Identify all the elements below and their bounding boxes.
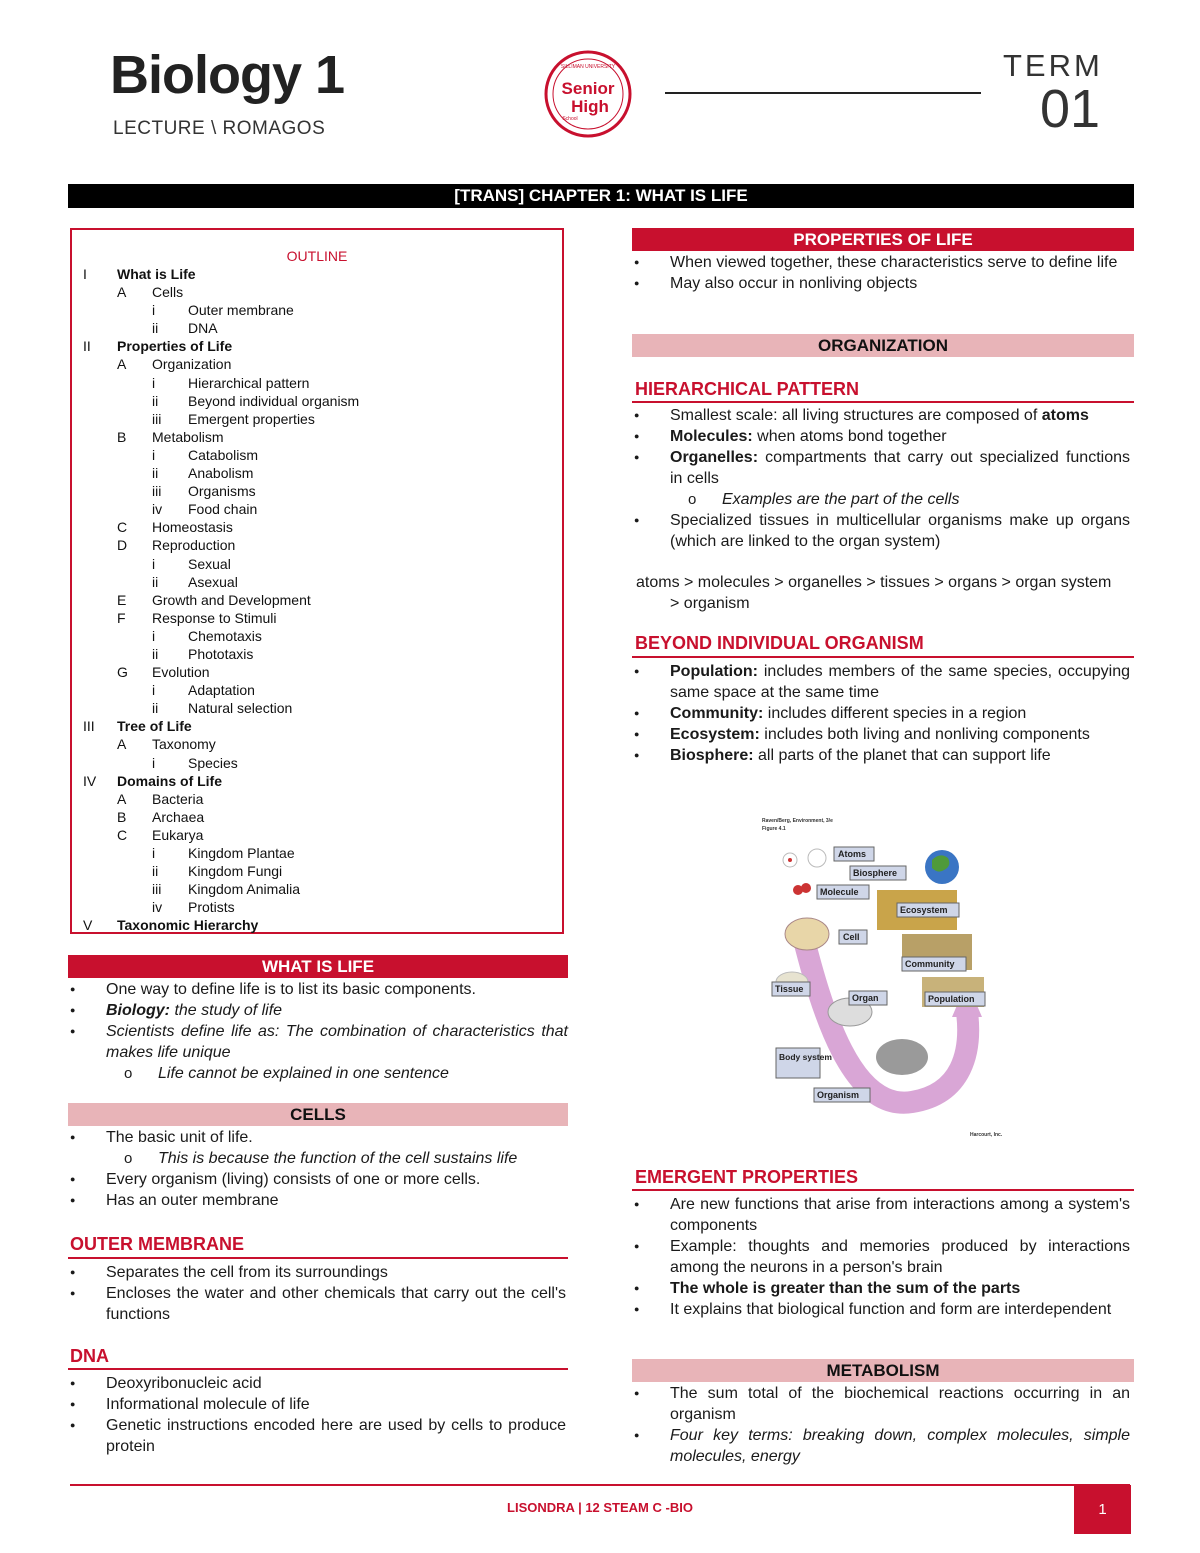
figure-label-atoms: Atoms xyxy=(838,849,867,859)
list-item xyxy=(632,1383,1130,1425)
bullet-text: Specialized tissues in multicellular organisms make up organs (which are linked to the organ system) xyxy=(670,512,1130,550)
outline-item-label: Hierarchical pattern xyxy=(188,374,310,391)
page-number: 1 xyxy=(1074,1485,1131,1534)
outline-item xyxy=(83,428,553,446)
outline-item-label: Growth and Development xyxy=(152,591,311,608)
outline-item xyxy=(83,808,553,826)
outline-item-label: Domains of Life xyxy=(117,772,223,789)
molecule-icon xyxy=(801,883,811,893)
cell-icon xyxy=(785,918,829,950)
outline-item-number: II xyxy=(83,338,91,355)
outline-item-label: Asexual xyxy=(188,573,238,590)
bullet-text: Life cannot be explained in one sentence xyxy=(158,1065,449,1082)
outline-item xyxy=(83,337,553,355)
bullet-term: atoms xyxy=(1041,407,1089,424)
outline-item xyxy=(83,500,553,518)
outline-item xyxy=(83,392,553,410)
cells-header: CELLS xyxy=(68,1103,568,1126)
properties-header: PROPERTIES OF LIFE xyxy=(632,228,1134,251)
bullet-text: Are new functions that arise from interactions among a system's components xyxy=(670,1196,1130,1234)
figure-label-organ: Organ xyxy=(852,993,879,1003)
outline-item-number: iii xyxy=(152,410,162,427)
bullet-text: The basic unit of life. xyxy=(106,1129,253,1146)
bullet-text: compartments that carry out specialized functions in cells xyxy=(670,449,1130,487)
outline-item-number: ii xyxy=(152,320,159,337)
list-item xyxy=(632,426,1130,447)
list-item xyxy=(632,447,1130,489)
outline-item-number: i xyxy=(152,555,156,572)
figure-label-ecosystem: Ecosystem xyxy=(900,905,948,915)
outline-item-label: Natural selection xyxy=(188,700,293,717)
figure-label-community: Community xyxy=(905,959,955,969)
outline-item xyxy=(83,898,553,916)
outline-item xyxy=(83,790,553,808)
outline-item-number: iv xyxy=(152,501,163,518)
outline-item xyxy=(83,355,553,373)
bullet-text: Encloses the water and other chemicals that carry out the cell's functions xyxy=(106,1285,566,1323)
hierarchical-section xyxy=(632,405,1130,552)
outline-item-label: Sexual xyxy=(188,555,231,572)
outline-item-number: iii xyxy=(152,483,162,500)
figure-label-organism: Organism xyxy=(817,1090,860,1100)
term-number: 01 xyxy=(1040,79,1101,139)
list-item xyxy=(68,1169,568,1190)
bullet-text: includes different species in a region xyxy=(763,705,1027,722)
outline-item-label: Anabolism xyxy=(188,465,254,482)
figure-label-biosphere: Biosphere xyxy=(853,868,898,878)
outline-item-number: A xyxy=(117,284,127,301)
outline-item-number: A xyxy=(117,356,127,373)
list-item xyxy=(632,405,1130,426)
footer-author: LISONDRA | 12 STEAM C -BIO xyxy=(507,1500,693,1515)
bullet-text: It explains that biological function and form are interdependent xyxy=(670,1301,1112,1318)
outline-item-label: Organisms xyxy=(188,483,256,500)
outline-item-number: i xyxy=(152,754,156,771)
outline-title: OUTLINE xyxy=(286,248,348,264)
outline-item xyxy=(83,536,553,554)
figure-label-tissue: Tissue xyxy=(775,984,804,994)
outline-item-number: i xyxy=(152,627,156,644)
outline-item-number: V xyxy=(83,917,93,934)
outline-item-number: B xyxy=(117,428,127,445)
emergent-heading: EMERGENT PROPERTIES xyxy=(635,1167,859,1187)
outline-item xyxy=(83,518,553,536)
list-item xyxy=(68,1063,568,1084)
organization-header: ORGANIZATION xyxy=(632,334,1134,357)
metabolism-header: METABOLISM xyxy=(632,1359,1134,1382)
outline-item-number: iii xyxy=(152,881,162,898)
outline-item-number: i xyxy=(152,374,156,391)
dna-heading: DNA xyxy=(70,1346,109,1366)
logo-text-high: High xyxy=(571,97,609,116)
list-item xyxy=(68,1000,568,1021)
outer-membrane-heading: OUTER MEMBRANE xyxy=(70,1234,244,1254)
bullet-text: Informational molecule of life xyxy=(106,1396,310,1413)
outline-item xyxy=(83,754,553,772)
document-title: Biology 1 xyxy=(110,45,345,105)
outline-item-number: ii xyxy=(152,863,159,880)
list-item xyxy=(632,1425,1130,1467)
bullet-text: Has an outer membrane xyxy=(106,1192,279,1209)
outline-item xyxy=(83,699,553,717)
bullet-term: Biosphere: xyxy=(670,747,754,764)
bullet-text: The sum total of the biochemical reactions occurring in an organism xyxy=(670,1385,1130,1423)
outline-item-number: ii xyxy=(152,573,159,590)
figure-label-cell: Cell xyxy=(843,932,860,942)
outline-item-number: F xyxy=(117,609,126,626)
outline-item-label: Bacteria xyxy=(152,790,204,807)
bullet-text: When viewed together, these characteristics serve to define life xyxy=(670,254,1118,271)
figure-label-molecule: Molecule xyxy=(820,887,859,897)
bullet-term: Ecosystem: xyxy=(670,726,760,743)
list-item xyxy=(68,1190,568,1211)
list-item xyxy=(632,252,1130,273)
outline-item-label: What is Life xyxy=(117,266,196,282)
outline-item-number: III xyxy=(83,718,95,735)
outline-item-label: Response to Stimuli xyxy=(152,609,277,626)
outline-item-label: Properties of Life xyxy=(117,338,233,355)
outline-item-label: Catabolism xyxy=(188,446,259,463)
list-item xyxy=(632,703,1130,724)
outline-item-label: Chemotaxis xyxy=(188,627,262,644)
section-rule xyxy=(632,1189,1134,1191)
bullet-term: Community: xyxy=(670,705,764,722)
bullet-text: Every organism (living) consists of one or more cells. xyxy=(106,1171,481,1188)
bullet-text: Examples are the part of the cells xyxy=(722,491,960,508)
bullet-text: This is because the function of the cell sustains life xyxy=(158,1150,518,1167)
outline-item xyxy=(83,609,553,627)
outline-item-label: Taxonomic Hierarchy xyxy=(117,917,259,934)
outline-item xyxy=(83,880,553,898)
bullet-text: includes members of the same species, occupying same space at the same time xyxy=(670,663,1130,701)
atom-icon xyxy=(808,849,826,867)
outline-item-number: i xyxy=(152,446,156,463)
bullet-text: The whole is greater than the sum of the parts xyxy=(670,1280,1021,1297)
section-rule xyxy=(632,656,1134,658)
outline-item xyxy=(83,844,553,862)
outline-item-number: i xyxy=(152,682,156,699)
elephant-icon xyxy=(876,1039,928,1075)
bullet-text: when atoms bond together xyxy=(752,428,947,445)
outline-item-number: B xyxy=(117,808,127,825)
outline-item xyxy=(83,265,553,283)
what-is-life-section xyxy=(68,979,568,1084)
bullet-text: Deoxyribonucleic acid xyxy=(106,1375,262,1392)
outline-item-label: Adaptation xyxy=(188,682,255,699)
bullet-term: Population: xyxy=(670,663,758,680)
list-item xyxy=(632,489,1130,510)
list-item xyxy=(68,1415,566,1457)
logo-text-top: SILLIMAN UNIVERSITY xyxy=(560,64,616,70)
outline-item xyxy=(83,735,553,753)
outline-item-number: E xyxy=(117,591,127,608)
list-item xyxy=(68,1394,566,1415)
outline-item-label: Taxonomy xyxy=(152,736,216,753)
outline-item xyxy=(83,663,553,681)
outline-item-label: Species xyxy=(188,754,238,771)
logo-text-senior: Senior xyxy=(561,79,615,98)
outline-item-label: Phototaxis xyxy=(188,645,254,662)
chain-text: atoms > molecules > organelles > tissues > organs > organ system > organism xyxy=(636,574,1112,612)
outline-item-number: G xyxy=(117,664,128,681)
outline-item xyxy=(83,464,553,482)
figure-caption-line2: Figure 4.1 xyxy=(762,826,786,832)
bullet-text: May also occur in nonliving objects xyxy=(670,275,918,292)
outline-item xyxy=(83,645,553,663)
outline-item-number: i xyxy=(152,845,156,861)
outline-item-label: Eukarya xyxy=(152,826,204,843)
outline-item-label: DNA xyxy=(188,320,218,337)
outline-item-number: I xyxy=(83,266,87,282)
outline-item-number: ii xyxy=(152,465,159,482)
outline-item xyxy=(83,555,553,573)
outline-item xyxy=(83,446,553,464)
list-item xyxy=(632,1299,1130,1320)
list-item xyxy=(68,1021,568,1063)
outline-item-number: i xyxy=(152,302,156,319)
bullet-term: Biology: xyxy=(106,1002,170,1019)
bullet-text: includes both living and nonliving components xyxy=(759,726,1090,743)
outline-item xyxy=(83,826,553,844)
outline-item-label: Reproduction xyxy=(152,537,236,554)
hierarchy-chain xyxy=(636,572,1116,614)
bullet-text: the study of life xyxy=(170,1002,283,1019)
bullet-text: all parts of the planet that can support life xyxy=(753,747,1051,764)
list-item xyxy=(68,1148,568,1169)
outline-item xyxy=(83,717,553,735)
what-is-life-header: WHAT IS LIFE xyxy=(68,955,568,978)
outline-item xyxy=(83,301,553,319)
outline-item xyxy=(83,772,553,790)
outline-item-label: Beyond individual organism xyxy=(188,392,360,409)
list-item xyxy=(632,1278,1130,1299)
beyond-section xyxy=(632,661,1130,766)
dna-section xyxy=(68,1373,566,1457)
list-item xyxy=(632,510,1130,552)
outline-item xyxy=(83,410,553,428)
list-item xyxy=(632,661,1130,703)
list-item xyxy=(632,724,1130,745)
outline-item-number: ii xyxy=(152,392,159,409)
cells-section xyxy=(68,1127,568,1211)
outline-item xyxy=(83,283,553,301)
list-item xyxy=(68,1373,566,1394)
outline-item-number: ii xyxy=(152,700,159,717)
outline-item-number: C xyxy=(117,826,128,843)
logo-text-school: School xyxy=(562,116,578,122)
outline-item-label: Tree of Life xyxy=(117,718,192,735)
emergent-section xyxy=(632,1194,1130,1320)
school-seal-logo xyxy=(544,50,632,138)
figure-label-population: Population xyxy=(928,994,975,1004)
outline-item-label: Evolution xyxy=(152,664,210,681)
bullet-text: Genetic instructions encoded here are used by cells to produce protein xyxy=(106,1417,566,1455)
outline-item-label: Protists xyxy=(188,899,235,916)
outline-item-number: IV xyxy=(83,772,97,789)
outline-item xyxy=(83,862,553,880)
section-rule xyxy=(632,401,1134,403)
outer-membrane-section xyxy=(68,1262,566,1325)
bullet-text: Smallest scale: all living structures are composed of xyxy=(670,407,1042,424)
list-item xyxy=(68,979,568,1000)
outline-item-label: Kingdom Fungi xyxy=(188,863,283,880)
outline-item xyxy=(83,319,553,337)
header-rule xyxy=(665,92,981,94)
outline-item-number: C xyxy=(117,519,128,536)
outline-item xyxy=(83,374,553,392)
outline-item-label: Cells xyxy=(152,284,184,301)
outline-item-number: iv xyxy=(152,899,163,916)
footer-rule xyxy=(70,1484,1130,1486)
outline-item-label: Homeostasis xyxy=(152,519,233,536)
section-rule xyxy=(68,1257,568,1259)
outline-item-label: Metabolism xyxy=(152,428,224,445)
bullet-text: Scientists define life as: The combination of characteristics that makes life unique xyxy=(106,1023,568,1061)
bullet-text: Separates the cell from its surroundings xyxy=(106,1264,388,1281)
outline-item xyxy=(83,681,553,699)
atom-nucleus-icon xyxy=(788,858,792,862)
outline-item-number: ii xyxy=(152,645,159,662)
outline-item-label: Outer membrane xyxy=(188,302,294,319)
list-item xyxy=(632,273,1130,294)
outline-item-number: D xyxy=(117,537,128,554)
beyond-heading: BEYOND INDIVIDUAL ORGANISM xyxy=(635,633,924,653)
outline-item-label: Organization xyxy=(152,356,232,373)
outline-item-label: Archaea xyxy=(152,808,205,825)
outline-item-number: A xyxy=(117,790,127,807)
figure-label-body-system: Body system xyxy=(779,1052,832,1062)
properties-section xyxy=(632,252,1130,294)
outline-list xyxy=(83,265,553,934)
bullet-text: Example: thoughts and memories produced by interactions among the neurons in a person's brain xyxy=(670,1238,1130,1276)
outline-item-label: Emergent properties xyxy=(188,410,315,427)
chapter-title-bar: [TRANS] CHAPTER 1: WHAT IS LIFE xyxy=(68,184,1134,208)
figure-credit: Harcourt, Inc. xyxy=(970,1132,1003,1138)
bullet-term: Organelles: xyxy=(670,449,759,466)
outline-item-label: Kingdom Animalia xyxy=(188,881,301,898)
document-subtitle: LECTURE \ ROMAGOS xyxy=(113,118,326,139)
list-item xyxy=(632,745,1130,766)
outline-item xyxy=(83,482,553,500)
list-item xyxy=(68,1262,566,1283)
levels-of-organization-figure xyxy=(762,812,1032,1142)
bullet-text: One way to define life is to list its basic components. xyxy=(106,981,476,998)
outline-item xyxy=(83,627,553,645)
bullet-term: Molecules: xyxy=(670,428,753,445)
figure-caption-line1: Raven/Berg, Environment, 3/e xyxy=(762,818,833,824)
list-item xyxy=(632,1236,1130,1278)
list-item xyxy=(632,1194,1130,1236)
outline-item xyxy=(83,591,553,609)
outline-item-label: Kingdom Plantae xyxy=(188,845,295,861)
outline-item-number: A xyxy=(117,736,127,753)
bullet-text: Four key terms: breaking down, complex molecules, simple molecules, energy xyxy=(670,1427,1130,1465)
outline-item xyxy=(83,573,553,591)
outline-item-label: Food chain xyxy=(188,501,258,518)
metabolism-section xyxy=(632,1383,1130,1467)
list-item xyxy=(68,1283,566,1325)
list-item xyxy=(68,1127,568,1148)
term-label: TERM xyxy=(1003,48,1103,83)
section-rule xyxy=(68,1368,568,1370)
hierarchical-heading: HIERARCHICAL PATTERN xyxy=(635,379,859,399)
outline-item xyxy=(83,916,553,934)
